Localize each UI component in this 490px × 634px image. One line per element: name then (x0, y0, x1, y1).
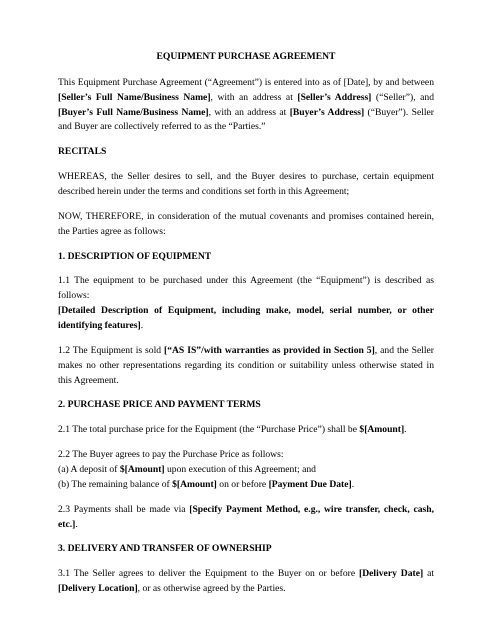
payment-due-date-placeholder: [Payment Due Date] (268, 478, 352, 490)
document-page (58, 50, 434, 607)
clause-2-1 (58, 423, 434, 438)
buyer-address-placeholder: [Buyer’s Address] (289, 106, 365, 118)
seller-address-placeholder: [Seller’s Address] (297, 91, 372, 103)
intro-text-3: (“Seller”), and (371, 91, 434, 103)
equipment-description-placeholder: [Detailed Description of Equipment, including make, model, serial number, or other identifying features] (58, 305, 434, 332)
seller-name-placeholder: [Seller’s Full Name/Business Name] (58, 91, 211, 103)
now-therefore-paragraph: NOW, THEREFORE, in consideration of the mutual covenants and promises contained herein, the Parties agree as follows: (58, 210, 434, 237)
balance-amount-placeholder: $[Amount] (172, 478, 217, 490)
warranty-placeholder: [“AS IS”/with warranties as provided in Section 5] (164, 344, 375, 356)
delivery-date-placeholder: [Delivery Date] (359, 568, 424, 580)
intro-text-1: This Equipment Purchase Agreement (“Agreement”) is entered into as of [Date], by and between (58, 76, 434, 88)
clause-3-1-text-a: 3.1 The Seller agrees to deliver the Equipment to the Buyer on or before (58, 568, 360, 580)
intro-paragraph (58, 76, 434, 135)
clause-1-1 (58, 274, 434, 333)
recitals-heading: RECITALS (58, 146, 107, 158)
intro-text-5: (“Buyer”). Seller and Buyer are collectively referred to as the “Parties.” (58, 106, 435, 133)
intro-text-4: , with an address at (208, 106, 290, 118)
clause-2-3 (58, 503, 434, 533)
clause-2-2-a-text-1: (a) A deposit of (58, 464, 120, 476)
clause-1-2 (58, 344, 434, 389)
payment-method-placeholder: [Specify Payment Method, e.g., wire transfer, check, cash, etc.] (58, 503, 434, 530)
clause-2-2-a (58, 463, 434, 478)
clause-2-1-text-b: . (404, 424, 407, 436)
clause-2-1-text-a: 2.1 The total purchase price for the Equipment (the “Purchase Price”) shall be (58, 424, 360, 436)
delivery-location-placeholder: [Delivery Location] (58, 583, 138, 595)
clause-3-1-text-b: at (423, 568, 434, 580)
clause-2-2-b-text-1: (b) The remaining balance of (58, 478, 173, 490)
section-3-heading: 3. DELIVERY AND TRANSFER OF OWNERSHIP (58, 543, 272, 555)
whereas-paragraph: WHEREAS, the Seller desires to sell, and the Buyer desires to purchase, certain equipment described herein under the terms and conditions set forth in this Agreement; (58, 171, 434, 198)
clause-2-2-text: 2.2 The Buyer agrees to pay the Purchase Price as follows: (58, 449, 284, 461)
intro-text-2: , with an address at (210, 91, 298, 103)
clause-2-3-text-b: . (75, 518, 78, 530)
clause-2-2 (58, 448, 434, 493)
clause-1-1-text: 1.1 The equipment to be purchased under this Agreement (the “Equipment”) is described as follows: (58, 275, 434, 302)
clause-2-2-b-text-3: . (351, 478, 355, 490)
clause-2-2-b (58, 478, 434, 493)
purchase-price-placeholder: $[Amount] (359, 424, 405, 436)
clause-1-2-text-b: , and the Seller makes no other representations regarding its condition or suitability unless otherwise stated in this Agreement. (58, 344, 435, 386)
clause-2-3-text-a: 2.3 Payments shall be made via (58, 503, 190, 515)
deposit-amount-placeholder: $[Amount] (119, 464, 165, 476)
section-1-heading: 1. DESCRIPTION OF EQUIPMENT (58, 250, 212, 262)
section-2-heading: 2. PURCHASE PRICE AND PAYMENT TERMS (58, 399, 261, 411)
clause-3-1-text-c: , or as otherwise agreed by the Parties. (137, 583, 286, 595)
buyer-name-placeholder: [Buyer’s Full Name/Business Name] (58, 106, 209, 118)
clause-2-2-a-text-2: upon execution of this Agreement; and (164, 464, 316, 476)
clause-3-1 (58, 567, 434, 597)
clause-1-2-text-a: 1.2 The Equipment is sold (58, 344, 164, 356)
clause-2-2-b-text-2: on or before (216, 478, 269, 490)
document-title: EQUIPMENT PURCHASE AGREEMENT (156, 51, 336, 62)
clause-1-1-end: . (140, 320, 144, 332)
